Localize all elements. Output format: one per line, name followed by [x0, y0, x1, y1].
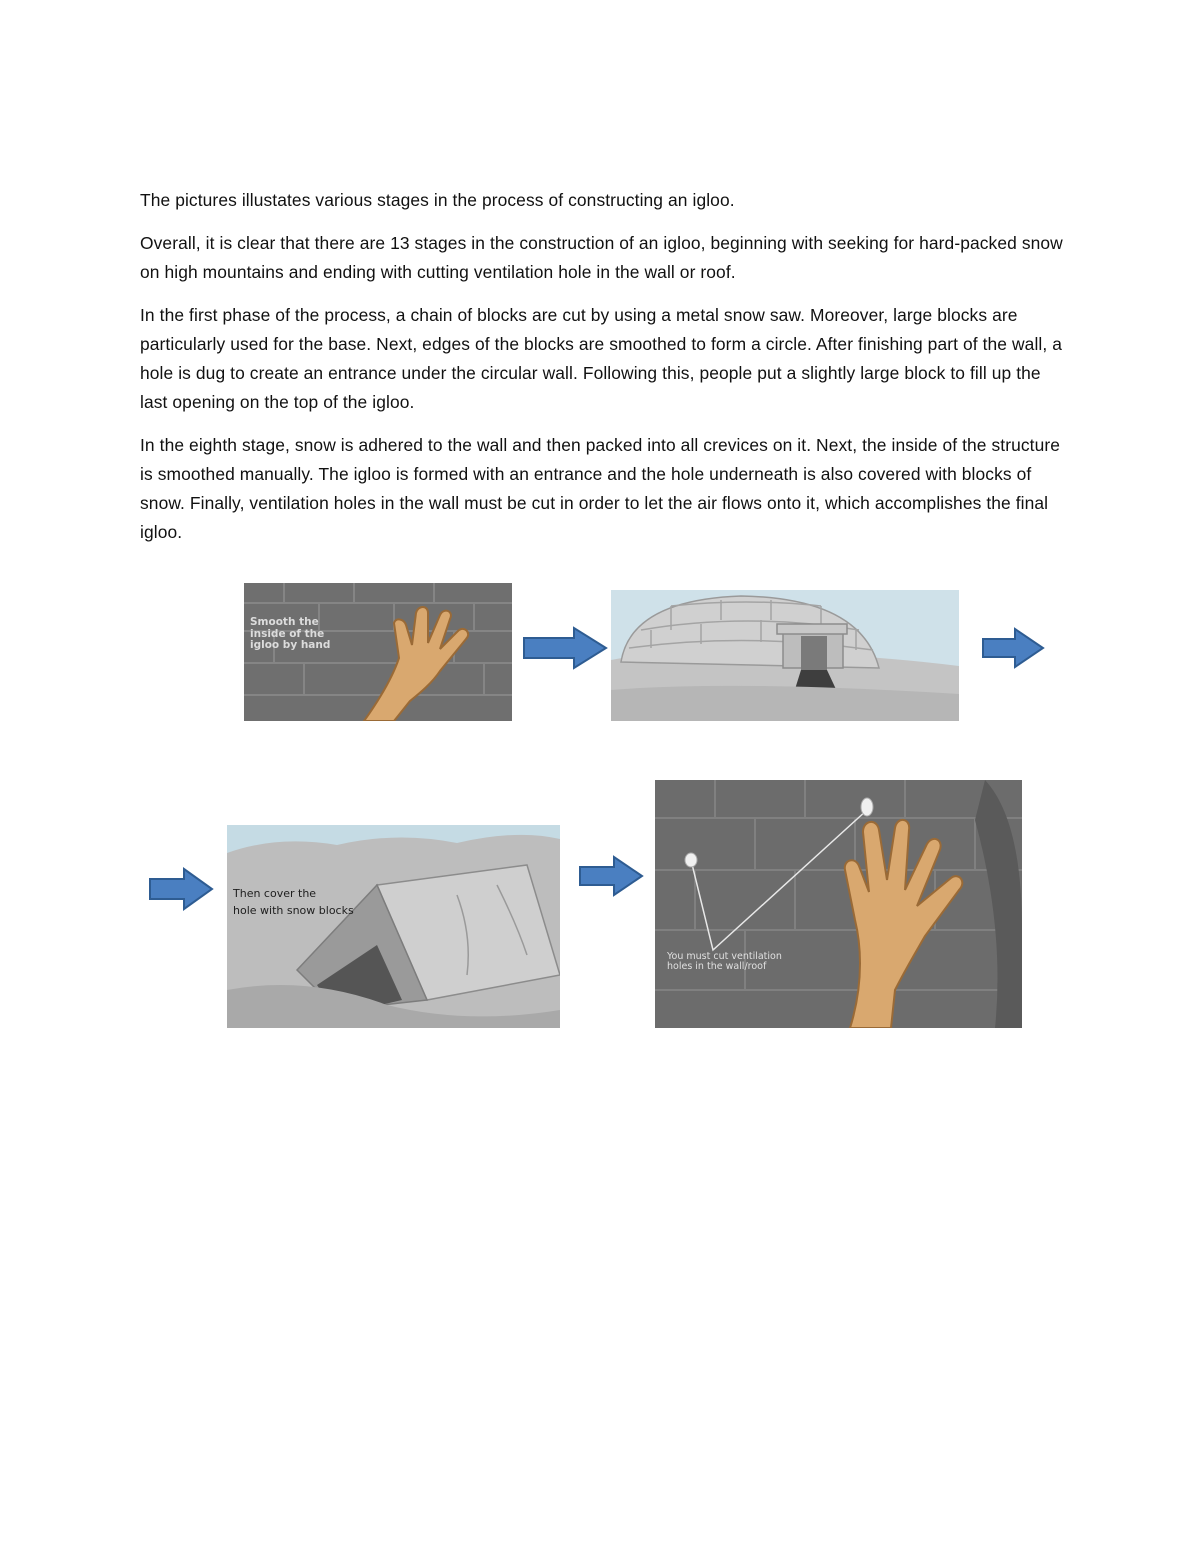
paragraph-overview: Overall, it is clear that there are 13 stages in the construction of an igloo, beginning with seeking for hard-packed snow on high mountains and ending with cutting ventilation hole in the wall or roof.: [140, 233, 1063, 282]
figure-smooth-inside: [244, 583, 512, 721]
paragraph-eighth-stage: In the eighth stage, snow is adhered to the wall and then packed into all crevices on it. Next, the inside of the structure is smoothed manually. The igloo is formed with an entrance and the hole underneath is also covered with blocks of snow. Finally, ventilation holes in the wall must be cut in order to let the air flows onto it, which accomplishes the final igloo.: [140, 435, 1061, 542]
figure-igloo-entrance: [611, 590, 959, 721]
paragraph-intro: The pictures illustates various stages in the process of constructing an igloo.: [140, 190, 735, 210]
panel3-caption: Then cover the hole with snow blocks: [233, 887, 354, 918]
panel4-caption: You must cut ventilation holes in the wall/roof: [667, 951, 782, 973]
document-body: [140, 186, 1070, 561]
arrow-right-icon: [522, 626, 608, 670]
arrow-right-icon: [981, 627, 1045, 669]
figure-ventilation-holes: [655, 780, 1022, 1028]
figure-cover-hole: [227, 825, 560, 1028]
paragraph-first-phase: In the first phase of the process, a chain of blocks are cut by using a metal snow saw. Moreover, large blocks are particularly used for the base. Next, edges of the blocks are smoothed to form a circle. After finishing part of the wall, a hole is dug to create an entrance under the circular wall. Following this, people put a slightly large block to fill up the last opening on the top of the igloo.: [140, 305, 1063, 412]
arrow-right-icon: [578, 855, 644, 897]
panel1-caption: Smooth the inside of the igloo by hand: [250, 616, 331, 652]
arrow-right-icon: [148, 867, 214, 911]
